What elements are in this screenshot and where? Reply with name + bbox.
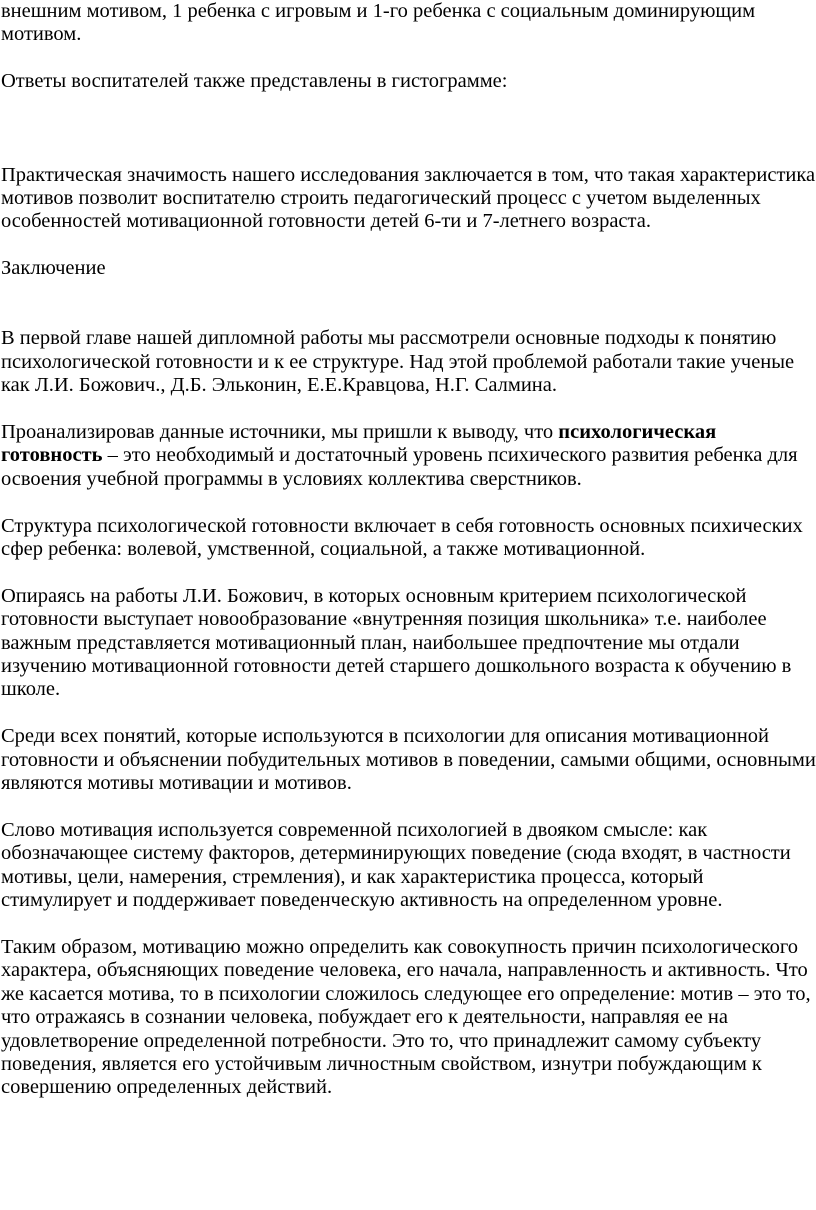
paragraph-bozhovich: Опираясь на работы Л.И. Божович, в которых основным критерием психологической готовности выступает новообразование «внутренняя позиция школьника» т.е. наиболее важным представляется мотивационный план, наибольшее предпочтение мы отдали изучению мотивационной готовности детей старшего дошкольного возраста к обучению в школе. — [1, 584, 792, 701]
paragraph-spacer — [1, 561, 816, 584]
paragraph-spacer — [1, 234, 816, 257]
paragraph-spacer — [1, 795, 816, 818]
paragraph-spacer — [1, 491, 816, 514]
definition-bold-term: психологическая готовность — [1, 421, 717, 467]
paragraph-structure: Структура психологической готовности включает в себя готовность основных психических сфер ребенка: волевой, умственной, социальной, а также мотивационной. — [1, 514, 803, 561]
paragraph-spacer — [1, 281, 816, 328]
paragraph-histogram-intro: Ответы воспитателей также представлены в гистограмме: — [1, 70, 508, 93]
paragraph-spacer — [1, 702, 816, 725]
paragraph-definition — [1, 421, 816, 491]
paragraph-practical-significance: Практическая значимость нашего исследования заключается в том, что такая характеристика мотивов позволит воспитателю строить педагогический процесс с учетом выделенных особенностей мотивационной готовности детей 6-ти и 7-летнего возраста. — [1, 163, 816, 233]
paragraph-spacer — [1, 47, 816, 70]
paragraph-first-chapter: В первой главе нашей дипломной работы мы рассмотрели основные подходы к понятию психологической готовности и к ее структуре. Над этой проблемой работали такие ученые как Л.И. Божович., Д.Б. Эльконин, Е.Е.Кравцова, Н.Г. Салмина. — [1, 327, 795, 397]
paragraph-motivation-meaning: Слово мотивация используется современной психологией в двояком смысле: как обозначающее систему факторов, детерминирующих поведение (сюда входят, в частности мотивы, цели, намерения, стремления), и как характеристика процесса, который стимулирует и поддерживает поведенческую активность на определенном уровне. — [1, 818, 791, 912]
histogram-placeholder — [1, 94, 816, 164]
section-heading-conclusion: Заключение — [1, 257, 106, 280]
paragraph-motives-summary: внешним мотивом, 1 ребенка с игровым и 1-го ребенка с социальным доминирующим мотивом. — [1, 0, 756, 46]
definition-tail-text: – это необходимый и достаточный уровень психического развития ребенка для освоения учебной программы в условиях коллектива сверстников. — [1, 444, 798, 490]
paragraph-motive-definition: Таким образом, мотивацию можно определить как совокупность причин психологического характера, объясняющих поведение человека, его начала, направленность и активность. Что же касается мотива, то в психологии сложилось следующее его определение: мотив – это то, что отражаясь в сознании человека, побуждает его к деятельности, направляя ее на удовлетворение определенной потребности. Это то, что принадлежит самому субъекту поведения, является его устойчивым личностным свойством, изнутри побуждающим к совершению определенных действий. — [1, 935, 811, 1099]
definition-lead-text: Проанализировав данные источники, мы пришли к выводу, что — [1, 421, 559, 444]
paragraph-spacer — [1, 913, 816, 936]
paragraph-concepts: Среди всех понятий, которые используются в психологии для описания мотивационной готовности и объяснении побудительных мотивов в поведении, самыми общими, основными являются мотивы мотивации и мотивов. — [1, 725, 816, 795]
paragraph-spacer — [1, 398, 816, 421]
